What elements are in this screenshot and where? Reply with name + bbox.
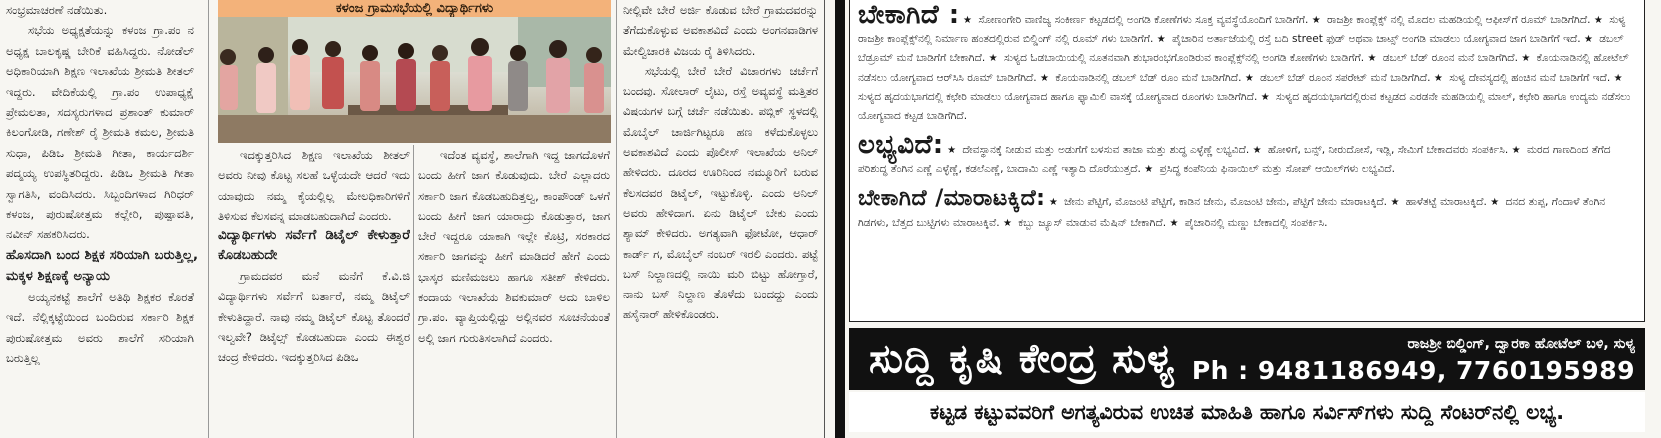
classifieds-section [835, 0, 1661, 438]
classified-item: ★ ಪ್ರಸಿದ್ಧ ಕಂಪೆನಿಯ ಫಿನಾಯಿಲ್ ಮತ್ತು ಸೋಪ್ ಆಯಿಲ್‌ಗಳು ಲಭ್ಯವಿದೆ. [1144, 163, 1395, 176]
photo-caption-strip: ಕಳಂಜ ಗ್ರಾಮಸಭೆಯಲ್ಲಿ ವಿದ್ಯಾರ್ಥಿಗಳು [218, 0, 611, 17]
advertiser-phone: Ph : 9481186949, 7760195989 [1191, 356, 1635, 385]
classified-item: ★ ಡಬಲ್ ಬೆಡ್ ರೂಂನ ಸಪರೇಟ್ ಮನೆ ಬಾಡಿಗೆಗಿದೆ. [1244, 71, 1434, 84]
col1-para-2: ಸಭೆಯ ಅಧ್ಯಕ್ಷತೆಯನ್ನು ಕಳಂಜ ಗ್ರಾ.ಪಂ ನ ಅಧ್ಯಕ್ಷ ಬಾಲಕೃಷ್ಣ ಬೇರಿಕೆ ವಹಿಸಿದ್ದರು. ನೋಡೆಲ್ ಅಧಿಕಾರಿಯಾಗಿ ಶಿಕ್ಷಣ ಇಲಾಖೆಯ ಶ್ರೀಮತಿ ಶೀತಲ್ ಇದ್ದರು. ವೇದಿಕೆಯಲ್ಲಿ ಗ್ರಾ.ಪಂ ಉಪಾಧ್ಯಕ್ಷೆ ಪ್ರೇಮಲತಾ, ಸದಸ್ಯರುಗಳಾದ ಪ್ರಶಾಂತ್ ಕುಮಾರ್ ಕಿಲಂಗೋಡಿ, ಗಣೇಶ್ ರೈ ಶ್ರೀಮತಿ ಕಮಲ, ಶ್ರೀಮತಿ ಸುಧಾ, ಪಿಡಿಒ ಶ್ರೀಮತಿ ಗೀತಾ, ಕಾರ್ಯದರ್ಶಿ ಪದ್ಮಯ್ಯ ಉಪಸ್ಥಿತರಿದ್ದರು. ಪಿಡಿಒ ಶ್ರೀಮತಿ ಗೀತಾ ಸ್ವಾಗತಿಸಿ, ವಂದಿಸಿದರು. ಸಿಬ್ಬಂದಿಗಳಾದ ಗಿರಿಧರ್ ಕಳಂಜ, ಪುರುಷೋತ್ತಮ ಕಲ್ಲೇರಿ, ಪುಷ್ಪಾವತಿ, ನವೀನ್ ಸಹಕರಿಸಿದರು. [6, 23, 194, 242]
col2-para-1: ಇದಕ್ಕುತ್ತರಿಸಿದ ಶಿಕ್ಷಣ ಇಲಾಖೆಯ ಶೀತಲ್ ಅವರು ನೀವು ಕೊಟ್ಟ ಸಲಹೆ ಒಳ್ಳೆಯದೇ ಆದರೆ ಇದು ಯಾವುದು ನಮ್ಮ ಕೈಯಲ್ಲಿಲ್ಲ ಮೇಲಧಿಕಾರಿಗಳಿಗೆ ತಿಳಿಸುವ ಕೆಲಸವನ್ನ ಮಾಡಬಹುದಾಗಿದೆ ಎಂದರು. [218, 148, 410, 223]
classified-item: ★ ಕೊಯನಾಡಿನಲ್ಲಿ ಡಬಲ್ ಬೆಡ್ ರೂಂ ಮನೆ ಬಾಡಿಗೆಗಿದೆ. [1040, 71, 1245, 84]
category-items [858, 144, 1611, 175]
classified-item: ★ ರಾಜಶ್ರೀ ಕಾಂಪ್ಲೆಕ್ಸ್ ನಲ್ಲಿ ಮೊದಲ ಮಹಡಿಯಲ್ಲಿ ಆಫೀಸ್‌ಗೆ ರೂಮ್ ಬಾಡಿಗೆಗಿದೆ. [1311, 14, 1594, 26]
category-wanted-for-rent [850, 0, 1644, 126]
advertiser-address: ರಾಜಶ್ರೀ ಬಿಲ್ಡಿಂಗ್, ದ್ವಾರಕಾ ಹೋಟೆಲ್ ಬಳಿ, ಸುಳ್ಯ [1407, 336, 1635, 352]
star-bullet-icon: ★ [1144, 164, 1154, 176]
star-bullet-icon: ★ [1311, 15, 1321, 26]
star-bullet-icon: ★ [1390, 196, 1400, 208]
column-rule [208, 0, 209, 438]
col1-para-1: ಸಂಭ್ರಮಾಚರಣೆ ನಡೆಯಿತು. [6, 3, 108, 17]
column-rule [413, 145, 414, 438]
category-heading: ಬೇಕಾಗಿದೆ /ಮಾರಾಟಕ್ಕಿದೆ: [858, 185, 1046, 211]
star-bullet-icon: ★ [1156, 34, 1166, 46]
article-column-2 [218, 145, 410, 438]
classified-item: ★ ಹಾಳೆತಟ್ಟೆ ಮಾರಾಟಕ್ಕಿದೆ. [1390, 195, 1491, 208]
star-bullet-icon: ★ [947, 145, 957, 157]
category-heading: ಲಭ್ಯವಿದೆ: [858, 130, 944, 161]
col2-subheading: ವಿದ್ಯಾರ್ಥಿಗಳು ಸರ್ವೆಗೆ ಡಿಟೈಲ್ ಕೇಳುತ್ತಾರೆ ಕೊಡಬಹುದೇ [218, 228, 410, 264]
star-bullet-icon: ★ [1511, 145, 1521, 157]
classified-item: ★ ಸುಳ್ಯದ ಹೃದಯಭಾಗದಲ್ಲಿ ಕಛೇರಿ ಮಾಡಲು ಯೋಗ್ಯವಾದ ಹಾಗೂ ಫ್ಯಾಮಿಲಿ ವಾಸಕ್ಕೆ ಯೋಗ್ಯವಾದ ರೂಂಗಳು ಬಾಡಿಗೆಗಿದೆ. [858, 72, 1623, 103]
advertiser-banner [849, 328, 1645, 390]
col1-subheading: ಹೊಸದಾಗಿ ಬಂದ ಶಿಕ್ಷಕ ಸರಿಯಾಗಿ ಬರುತ್ತಿಲ್ಲ, ಮಕ್ಕಳ ಶಿಕ್ಷಣಕ್ಕೆ ಅನ್ಯಾಯ [6, 247, 198, 284]
classified-item: ★ ಸುಳ್ಯದ ಹೃದಯಭಾಗದಲ್ಲಿರುವ ಕಟ್ಟಡದ ಎರಡನೇ ಮಹಡಿಯಲ್ಲಿ ಮಾಲ್, ಕಛೇರಿ ಹಾಗೂ ಉದ್ಯಮ ನಡೆಸಲು ಯೋಗ್ಯವಾದ ಕಟ್ಟಡ ಬಾಡಿಗೆಗಿದೆ. [858, 90, 1631, 123]
classified-item: ★ ಸುಳ್ಯದ ಓಡಬಾಯಿಯಲ್ಲಿ ನೂತನವಾಗಿ ಶುಭಾರಂಭಗೊಂಡಿರುವ ಕಾಂಪ್ಲೆಕ್ಸ್‌ನಲ್ಲಿ ಅಂಗಡಿ ಕೋಣೆಗಳು ಬಾಡಿಗೆಗೆ. [988, 52, 1368, 65]
star-bullet-icon: ★ [1244, 72, 1254, 84]
classified-item: ★ ಮರದ ಗಾಣದಿಂದ ತೆಗೆದ ಪರಿಶುದ್ಧ ತೆಂಗಿನ ಎಣ್ಣೆ ಎಳ್ಳೆಣ್ಣೆ, ಕಡಲೆಎಣ್ಣೆ, ಬಾದಾಮಿ ಎಣ್ಣೆ ಇತ್ಯಾದಿ ದೊರೆಯುತ್ತದೆ. [858, 144, 1611, 176]
star-bullet-icon: ★ [1048, 196, 1058, 208]
col3-para-1: ಇದೆಂತ ವ್ಯವಸ್ಥೆ, ಶಾಲೆಗಾಗಿ ಇದ್ದ ಜಾಗದೊಳಗೆ ಬಂದು ಹೀಗೆ ಜಾಗ ಕೊಡುವುದು. ಬೇರೆ ಎಲ್ಲಾದರು ಸರ್ಕಾರಿ ಜಾಗ ಕೊಡಬಹುದಿತ್ತಲ್ವ, ಕಾಂಪೌಂಡ್ ಒಳಗೆ ಬಂದು ಹೀಗೆ ಜಾಗ ಯಾರಾದ್ರು ಕೊಡುತ್ತಾರ, ಜಾಗ ಬೇರೆ ಇದ್ದರೂ ಯಾಕಾಗಿ ಇಲ್ಲೇ ಕೊಟ್ರಿ, ಸರಕಾರದ ಸರ್ಕಾರಿ ಜಾಗವನ್ನು ಹೀಗೆ ಮಾಡಿದರೆ ಹೇಗೆ ಎಂದು ಭಾಸ್ಕರ ಮಣಿಮಜಲು ಹಾಗೂ ಸತೀಶ್ ಕೇಳಿದರು. ಕಂದಾಯ ಇಲಾಖೆಯ ಶಿವಕುಮಾರ್ ಅದು ಬಾಳಿಲ ಗ್ರಾ.ಪಂ. ವ್ಯಾಪ್ತಿಯಲ್ಲಿದ್ದು ಅಲ್ಲಿನವರ ಸೂಚನೆಯಂತೆ ಅಲ್ಲಿ ಜಾಗ ಗುರುತಿಸಲಾಗಿದೆ ಎಂದರು. [418, 148, 610, 345]
category-items [858, 14, 1630, 122]
black-edge-bar [835, 0, 845, 438]
col4-para-1: ನೀಲ್ಲಿವೇ ಬೇರೆ ಅರ್ಜಿ ಕೊಡುವ ಬೇರೆ ಗ್ರಾಮದವರನ್ನು ತೆಗೆದುಕೊಳ್ಳುವ ಅವಕಾಶವಿದೆ ಎಂದು ಅಂಗನವಾಡಿಗಳ ಮೇಲ್ವಿಚಾರಕಿ ವಿಜಯ ರೈ ತಿಳಿಸಿದರು. [623, 3, 818, 58]
classified-item: ★ ದೇವಸ್ಥಾನಕ್ಕೆ ನೀಡುವ ಮತ್ತು ಅಡುಗೆಗೆ ಬಳಸುವ ತಾಜಾ ಮತ್ತು ಶುದ್ಧ ಎಳ್ಳೆಣ್ಣೆ ಲಭ್ಯವಿದೆ. [947, 144, 1253, 157]
star-bullet-icon: ★ [1613, 72, 1623, 84]
gram-sabha-photo [218, 17, 611, 143]
col2-para-2: ಗ್ರಾಮದವರ ಮನೆ ಮನೆಗೆ ಕೆ.ವಿ.ಜಿ ವಿದ್ಯಾರ್ಥಿಗಳು ಸರ್ವೆಗೆ ಬರ್ತಾರೆ, ನಮ್ಮ ಡಿಟೈಲ್ ಕೇಳುತಿದ್ದಾರೆ. ನಾವು ನಮ್ಮ ಡಿಟೈಲ್ ಕೊಟ್ಟ ತೊಂದರೆ ಇಲ್ವವೇ? ಡಿಟೈಲ್ಸ್ ಕೊಡಬಹುದಾ ಎಂದು ಈಶ್ವರ ಚಂದ್ರ ಕೇಳಿದರು. ಇದಕ್ಕುತ್ತರಿಸಿದ ಪಿಡಿಒ [218, 269, 410, 365]
column-rule [616, 0, 617, 438]
advertiser-name: ಸುದ್ದಿ ಕೃಷಿ ಕೇಂದ್ರ ಸುಳ್ಯ [869, 336, 1176, 382]
classified-item: ★ ಸುಳ್ಯ ರಾಜಶ್ರೀ ಕಾಂಪ್ಲೆಕ್ಸ್‌ನಲ್ಲಿ ನಿರ್ಮಾಣ ಹಂತದಲ್ಲಿರುವ ಬಿಲ್ಡಿಂಗ್ ನಲ್ಲಿ ರೂಮ್ ಗಳು ಬಾಡಿಗೆಗೆ. [858, 14, 1626, 46]
star-bullet-icon: ★ [1040, 72, 1050, 84]
classifieds-box [849, 0, 1645, 322]
category-buy-sell [850, 184, 1644, 233]
col4-para-2: ಸಭೆಯಲ್ಲಿ ಬೇರೆ ಬೇರೆ ವಿಚಾರಗಳು ಚರ್ಚೆಗೆ ಬಂದವು. ಸೋಲಾರ್ ಲೈಟು, ರಸ್ತೆ ಅವ್ಯವಸ್ಥೆ ಮತ್ತಿತರ ವಿಷಯಗಳ ಬಗ್ಗೆ ಚರ್ಚೆ ನಡೆಯಿತು. ಪಬ್ಲಿಕ್ ಸ್ಥಳದಲ್ಲಿ ಮೊಬೈಲ್ ಚಾರ್ಜಿಗಿಟ್ಟರೂ ಹಣ ಕಳೆದುಕೊಳ್ಳಲು ಅವಕಾಶವಿದೆ ಎಂದು ಪೊಲೀಸ್ ಇಲಾಖೆಯ ಅನಿಲ್ ಹೇಳಿದರು. ದೂರದ ಊರಿನಿಂದ ನಮ್ಮೂರಿಗೆ ಬರುವ ಕೆಲಸದವರ ಡಿಟೈಲ್, ಇಟ್ಟುಕೊಳ್ಳಿ. ಎಂದು ಅನಿಲ್ ಅವರು ಹೇಳಿದಾಗ. ಏನು ಡಿಟೈಲ್ ಬೇಕು ಎಂದು ಶ್ಯಾಮ್ ಕೇಳಿದರು. ಅಗತ್ಯವಾಗಿ ಫೋಟೋ, ಆಧಾರ್ ಕಾರ್ಡ್ ಗ, ಮೊಬೈಲ್ ನಂಬರ್ ಇರಲಿ ಎಂದರು. ಪಟ್ಟೆ ಬಸ್ ನಿಲ್ದಾಣದಲ್ಲಿ ನಾಯಿ ಮರಿ ಬಿಟ್ಟು ಹೋಗ್ತಾರೆ, ನಾನು ಬಸ್ ನಿಲ್ದಾಣ ತೊಳೆದು ಬಂದದ್ದು ಎಂದು ಹಸೈನಾರ್ ಹೇಳಿಕೊಂಡರು. [623, 63, 818, 322]
classified-item: ★ ಪೈಚಾರಿನಲ್ಲಿ ಮಣ್ಣು ಬೇಕಾದಲ್ಲಿ ಸಂಪರ್ಕಿಸಿ. [1169, 216, 1328, 229]
star-bullet-icon: ★ [1521, 53, 1531, 65]
star-bullet-icon: ★ [1593, 15, 1603, 26]
classified-item: ★ ಜೇನು ಪೆಟ್ಟಿಗೆ, ಮೊಜಂಟಿ ಪೆಟ್ಟಿಗೆ, ಕಾಡಿನ ಜೇನು, ಮೊಜಂಟಿ ಜೇನು, ಪೆಟ್ಟಿಗೆ ಜೇನು ಮಾರಾಟಕ್ಕಿದೆ. [1048, 195, 1391, 208]
classified-item: ★ ಸೋಣಂಗೇರಿ ವಾಣಿಜ್ಯ ಸಂಕೀರ್ಣ ಕಟ್ಟಡದಲ್ಲಿ ಅಂಗಡಿ ಕೋಣೆಗಳು ಸೂಕ್ತ ವ್ಯವಸ್ಥೆಯೊಂದಿಗೆ ಬಾಡಿಗೆಗೆ. [963, 14, 1312, 26]
classified-item: ★ ಸುಳ್ಯ ದೇವಸ್ಯದಲ್ಲಿ ಹಂಚಿನ ಮನೆ ಬಾಡಿಗೆಗೆ ಇದೆ. [1433, 71, 1614, 84]
star-bullet-icon: ★ [1367, 53, 1377, 65]
category-heading: ಬೇಕಾಗಿದೆ : [858, 0, 960, 30]
article-column-1 [0, 0, 198, 438]
classified-item: ★ ಕೊಯನಾಡಿನಲ್ಲಿ ಹೋಟೆಲ್ ನಡೆಸಲು ಯೋಗ್ಯವಾದ ಆರ್‌ಸಿಸಿ ರೂಮ್ ಬಾಡಿಗೆಗಿದೆ. [858, 52, 1629, 84]
star-bullet-icon: ★ [1169, 217, 1179, 229]
star-bullet-icon: ★ [1002, 217, 1012, 229]
star-bullet-icon: ★ [1490, 196, 1500, 208]
col1-para-3: ಅಯ್ಯನಕಟ್ಟೆ ಶಾಲೆಗೆ ಅತಿಥಿ ಶಿಕ್ಷಕರ ಕೊರತೆ ಇದೆ. ನೆಲ್ಲಿಕ್ಕಟ್ಟೆಯಿಂದ ಬಂದಿರುವ ಸರ್ಕಾರಿ ಶಿಕ್ಷಕ ಪುರುಷೋತ್ತಮ ಅವರು ಶಾಲೆಗೆ ಸರಿಯಾಗಿ ಬರುತ್ತಿಲ್ಲ [6, 289, 194, 366]
classified-item: ★ ದನದ ತುಪ್ಪ, ಗೆಂದಾಳೆ ತೆಂಗಿನ ಗಿಡಗಳು, ಬೆತ್ತದ ಬುಟ್ಟಿಗಳು ಮಾರಾಟಕ್ಕಿವೆ. [858, 195, 1606, 229]
star-bullet-icon: ★ [1260, 91, 1270, 103]
classified-item: ★ ಡಬಲ್ ಬೆಡ್ ರೂಂನ ಮನೆ ಬಾಡಿಗೆಗಿದೆ. [1367, 52, 1522, 65]
star-bullet-icon: ★ [1583, 34, 1593, 46]
article-column-4 [623, 0, 818, 438]
footer-tagline: ಕಟ್ಟಡ ಕಟ್ಟುವವರಿಗೆ ಅಗತ್ಯವಿರುವ ಉಚಿತ ಮಾಹಿತಿ ಹಾಗೂ ಸರ್ವಿಸ್‌ಗಳು ಸುದ್ದಿ ಸೆಂಟರ್‌ನಲ್ಲಿ ಲಭ್ಯ. [849, 392, 1645, 432]
meeting-people-illustration [218, 17, 611, 143]
classified-item: ★ ಕಬ್ಬು ಜ್ಯೂಸ್ ಮಾಡುವ ಮೆಷಿನ್ ಬೇಕಾಗಿದೆ. [1002, 216, 1170, 229]
category-available [850, 130, 1644, 179]
article-column-3 [418, 145, 610, 438]
classified-item: ★ ಪೈಚಾರಿನ ಅರ್ತಾಜೆಯಲ್ಲಿ ರಸ್ತೆ ಬದಿ street ಫುಡ್ ಅಥವಾ ಚಾಟ್ಸ್ ಅಂಗಡಿ ಮಾಡಲು ಯೋಗ್ಯವಾದ ಜಾಗ ಬಾಡಿಗೆಗೆ ಇದೆ. [1156, 33, 1584, 46]
star-bullet-icon: ★ [1252, 145, 1262, 157]
classified-item: ★ ಹೋಳಿಗೆ, ಬನ್ಸ್, ನೀರುದೋಸೆ, ಇಡ್ಲಿ, ಸೇಮಿಗೆ ಬೇಕಾದವರು ಸಂಪರ್ಕಿಸಿ. [1252, 144, 1512, 157]
star-bullet-icon: ★ [963, 15, 973, 26]
star-bullet-icon: ★ [1433, 72, 1443, 84]
star-bullet-icon: ★ [988, 53, 998, 65]
classified-item: ★ ಡಬಲ್ ಬೆಡ್ರೂಮ್ ಮನೆ ಬಾಡಿಗೆಗೆ ಬೇಕಾಗಿದೆ. [858, 33, 1624, 65]
section-rule [824, 0, 825, 438]
